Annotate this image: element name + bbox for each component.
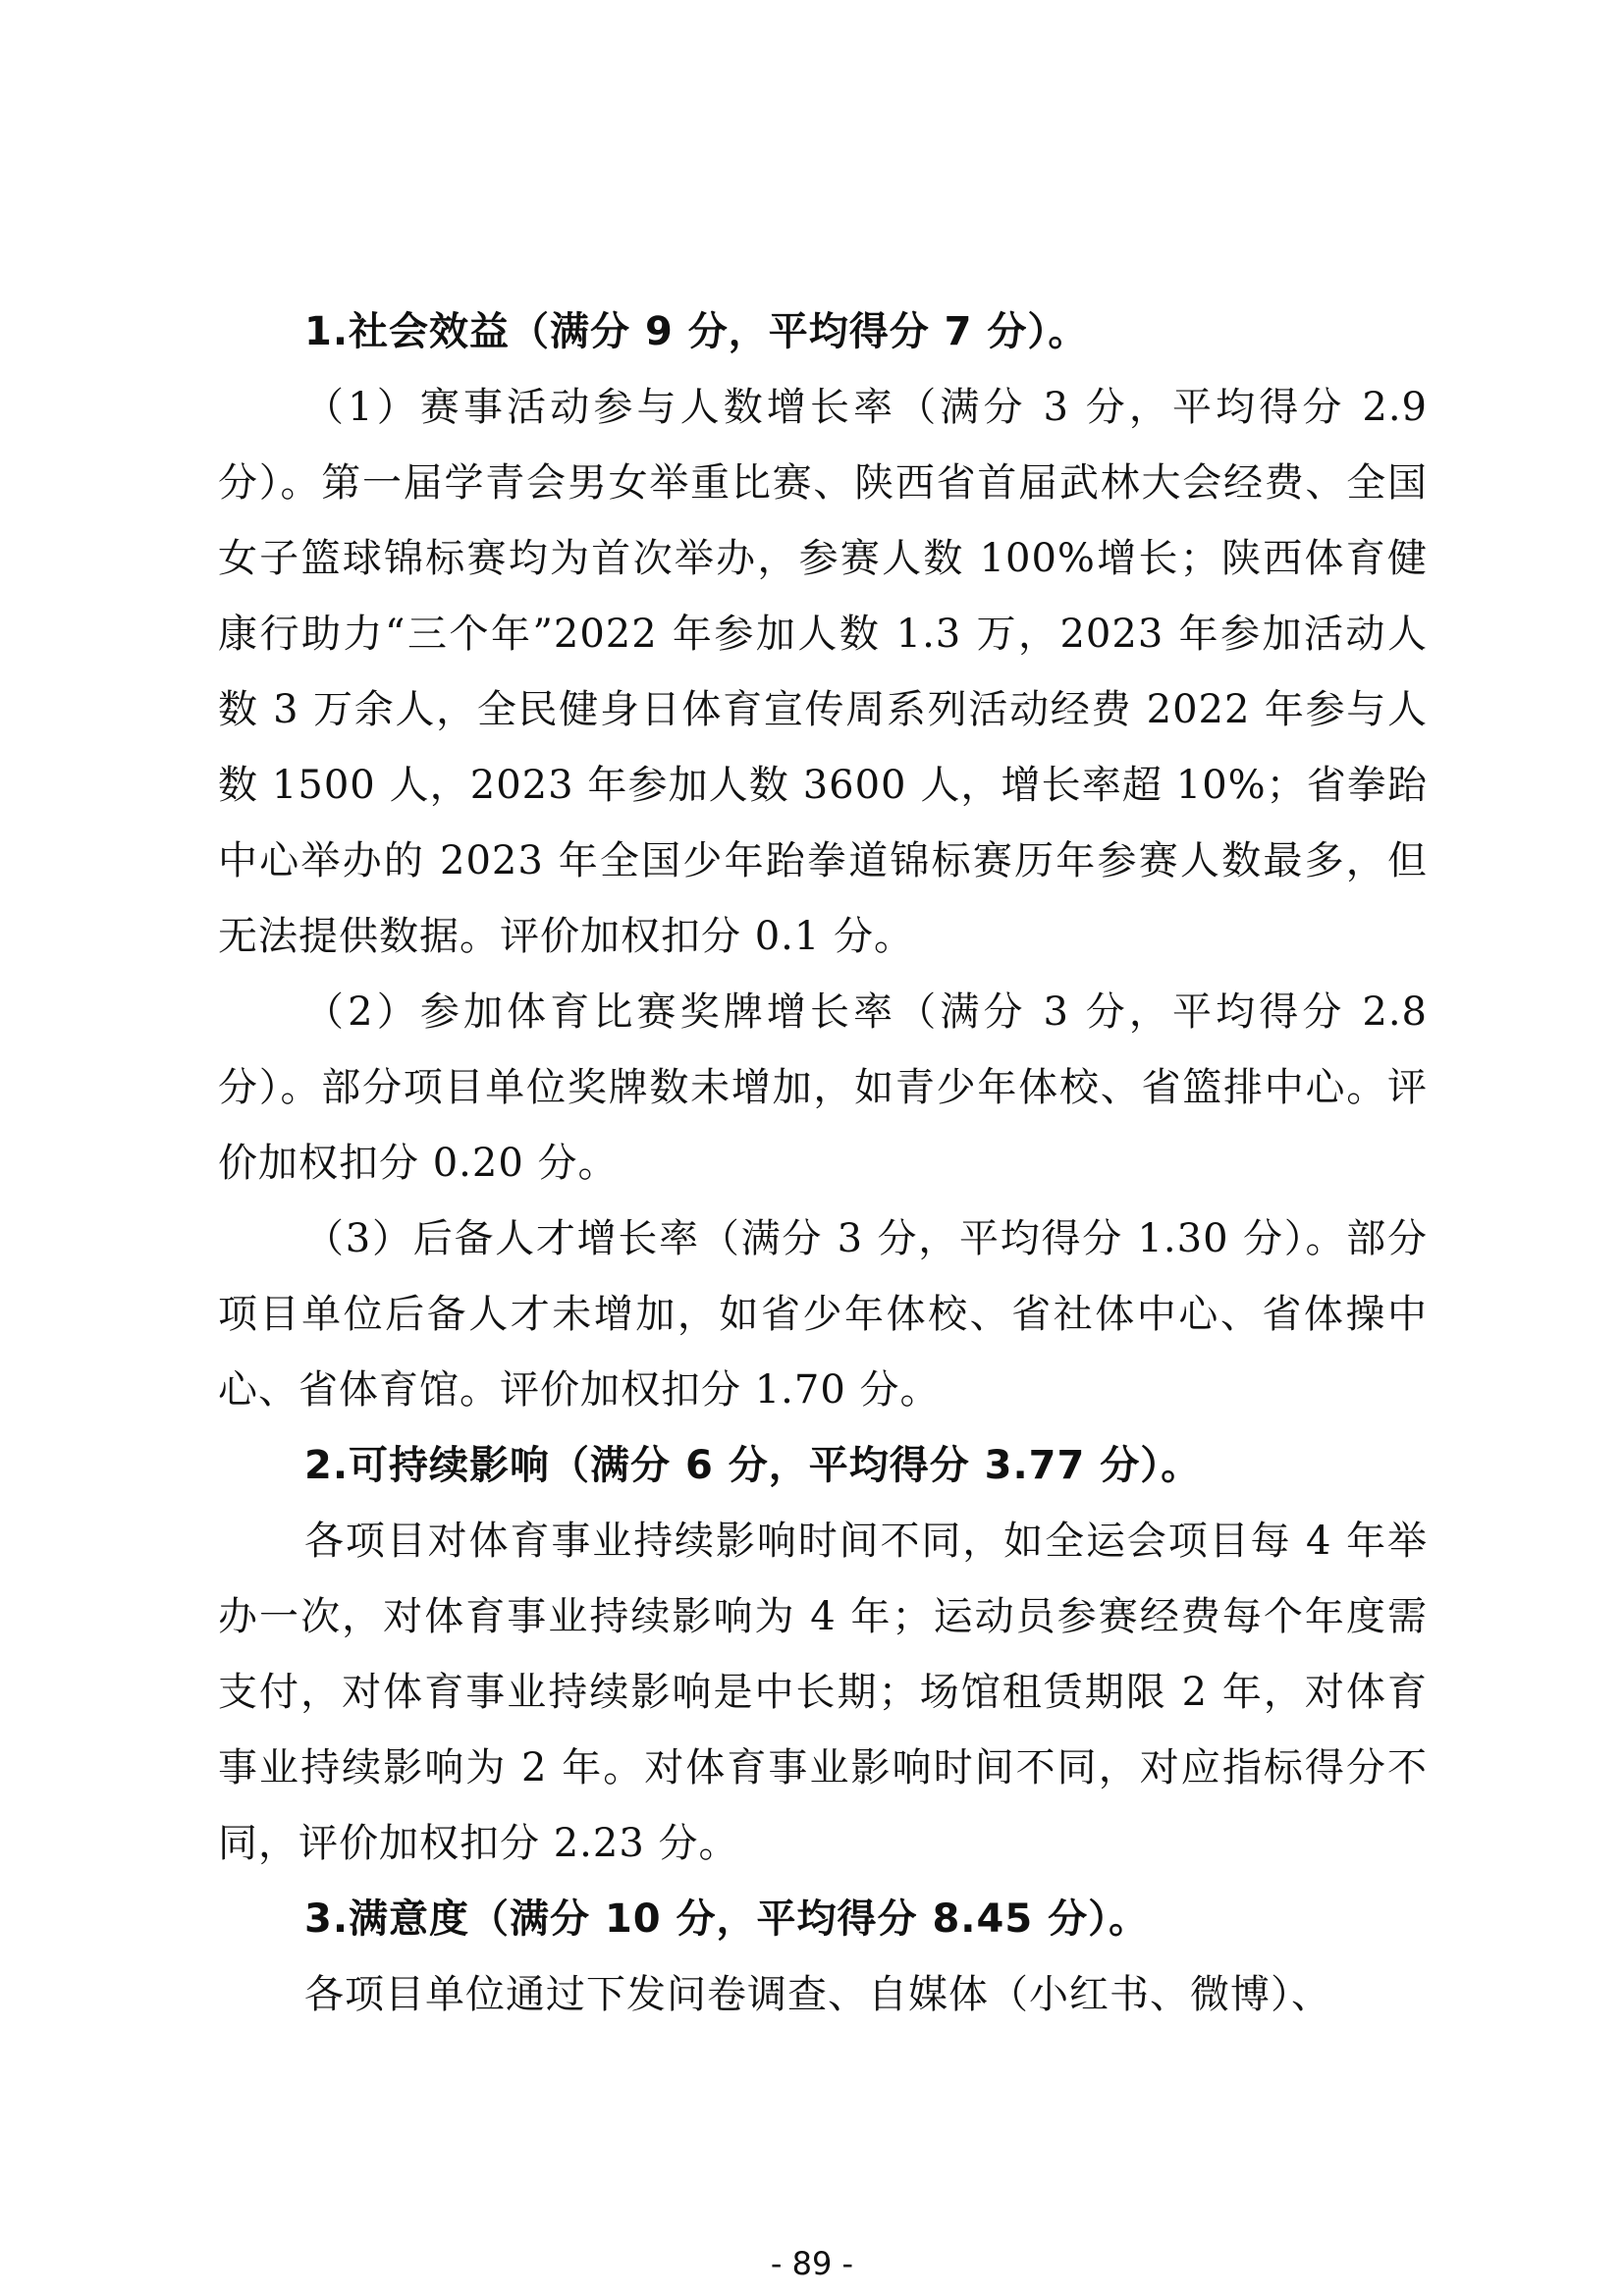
paragraph-reserve-talent-growth: （3）后备人才增长率（满分 3 分，平均得分 1.30 分）。部分项目单位后备人才未增加，如省少年体校、省社体中心、省体操中心、省体育馆。评价加权扣分 1.70 分。 <box>218 1216 1428 1413</box>
paragraph-medal-growth: （2）参加体育比赛奖牌增长率（满分 3 分，平均得分 2.8 分）。部分项目单位奖牌数未增加，如青少年体校、省篮排中心。评价加权扣分 0.20 分。 <box>218 989 1428 1186</box>
section-heading-sustainable-impact: 2.可持续影响（满分 6 分，平均得分 3.77 分）。 <box>304 1443 1202 1488</box>
paragraph-satisfaction: 各项目单位通过下发问卷调查、自媒体（小红书、微博）、 <box>304 1972 1331 2017</box>
paragraph-sustainable-impact: 各项目对体育事业持续影响时间不同，如全运会项目每 4 年举办一次，对体育事业持续影响为 4 年；运动员参赛经费每个年度需支付，对体育事业持续影响是中长期；场馆租赁期限 2 年，对体育事业持续影响为 2 年。对体育事业影响时间不同，对应指标得分不同，评价加权扣分 2.23 分。 <box>218 1519 1428 1866</box>
page-number: - 89 - <box>770 2245 854 2282</box>
section-heading-social-benefit: 1.社会效益（满分 9 分，平均得分 7 分）。 <box>304 309 1089 354</box>
section-heading-satisfaction: 3.满意度（满分 10 分，平均得分 8.45 分）。 <box>304 1896 1150 1942</box>
paragraph-participant-growth: （1）赛事活动参与人数增长率（满分 3 分，平均得分 2.9 分）。第一届学青会男女举重比赛、陕西省首届武林大会经费、全国女子篮球锦标赛均为首次举办，参赛人数 100%增长；陕西体育健康行助力“三个年”2022 年参加人数 1.3 万，2023 年参加活动人数 3 万余人，全民健身日体育宣传周系列活动经费 2022 年参与人数 1500 人，2023 年参加人数 3600 人，增长率超 10%；省拳跆中心举办的 2023 年全国少年跆拳道锦标赛历年参赛人数最多，但无法提供数据。评价加权扣分 0.1 分。 <box>218 385 1428 959</box>
document-body <box>218 294 1428 2033</box>
